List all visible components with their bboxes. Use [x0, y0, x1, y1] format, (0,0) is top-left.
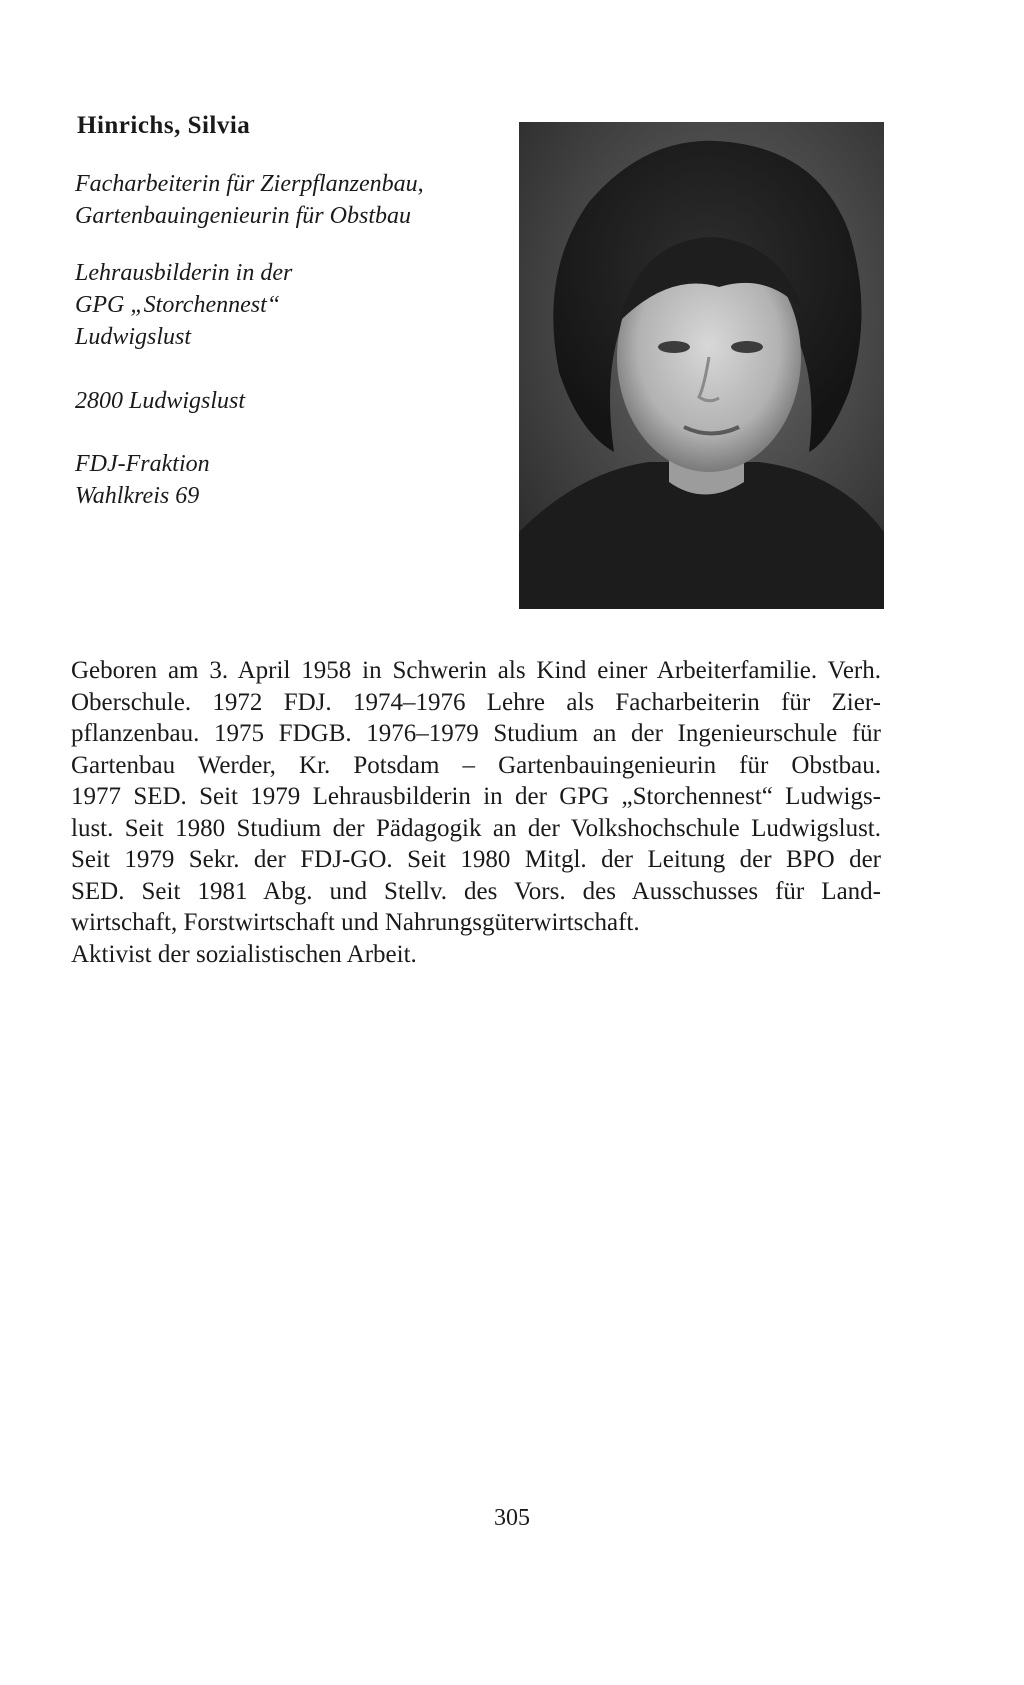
address-line: 2800 Ludwigslust — [75, 388, 246, 414]
biography-line: Gartenbau Werder, Kr. Potsdam – Gartenbauingenieurin für Obstbau. — [71, 751, 881, 779]
portrait-photo-image — [519, 122, 884, 609]
biography-text — [71, 655, 881, 970]
person-name: Hinrichs, Silvia — [77, 112, 251, 139]
faction-line: FDJ-Fraktion — [75, 451, 210, 477]
qualification-line: Gartenbauingenieurin für Obstbau — [75, 203, 411, 229]
biography-line: SED. Seit 1981 Abg. und Stellv. des Vors. des Ausschusses für Land- — [71, 877, 881, 905]
biography-line: wirtschaft, Forstwirtschaft und Nahrungsgüterwirtschaft. — [71, 909, 640, 936]
faction-line: Wahlkreis 69 — [75, 483, 200, 509]
biography-line: Aktivist der sozialistischen Arbeit. — [71, 940, 417, 968]
occupation-line: Lehrausbilderin in der — [75, 260, 293, 286]
biography-line: 1977 SED. Seit 1979 Lehrausbilderin in der GPG „Storchennest“ Ludwigs- — [71, 783, 881, 810]
occupation-line: Ludwigslust — [75, 324, 192, 350]
qualification-block — [75, 168, 424, 232]
biography-line: pflanzenbau. 1975 FDGB. 1976–1979 Studium an der Ingenieurschule für — [71, 720, 881, 747]
biography-line: Seit 1979 Sekr. der FDJ-GO. Seit 1980 Mitgl. der Leitung der BPO der — [71, 846, 881, 873]
biography-line: lust. Seit 1980 Studium der Pädagogik an der Volkshochschule Ludwigslust. — [71, 814, 881, 842]
qualification-line: Facharbeiterin für Zierpflanzenbau, — [75, 171, 424, 197]
occupation-line: GPG „Storchennest“ — [75, 292, 281, 318]
occupation-block — [75, 257, 292, 353]
address-block — [75, 385, 245, 417]
biography-line: Geboren am 3. April 1958 in Schwerin als Kind einer Arbeiterfamilie. Verh. — [71, 657, 881, 684]
portrait-photo — [519, 122, 884, 609]
page-number: 305 — [494, 1505, 530, 1531]
biography-line: Oberschule. 1972 FDJ. 1974–1976 Lehre als Facharbeiterin für Zier- — [71, 688, 881, 716]
faction-block — [75, 448, 210, 512]
